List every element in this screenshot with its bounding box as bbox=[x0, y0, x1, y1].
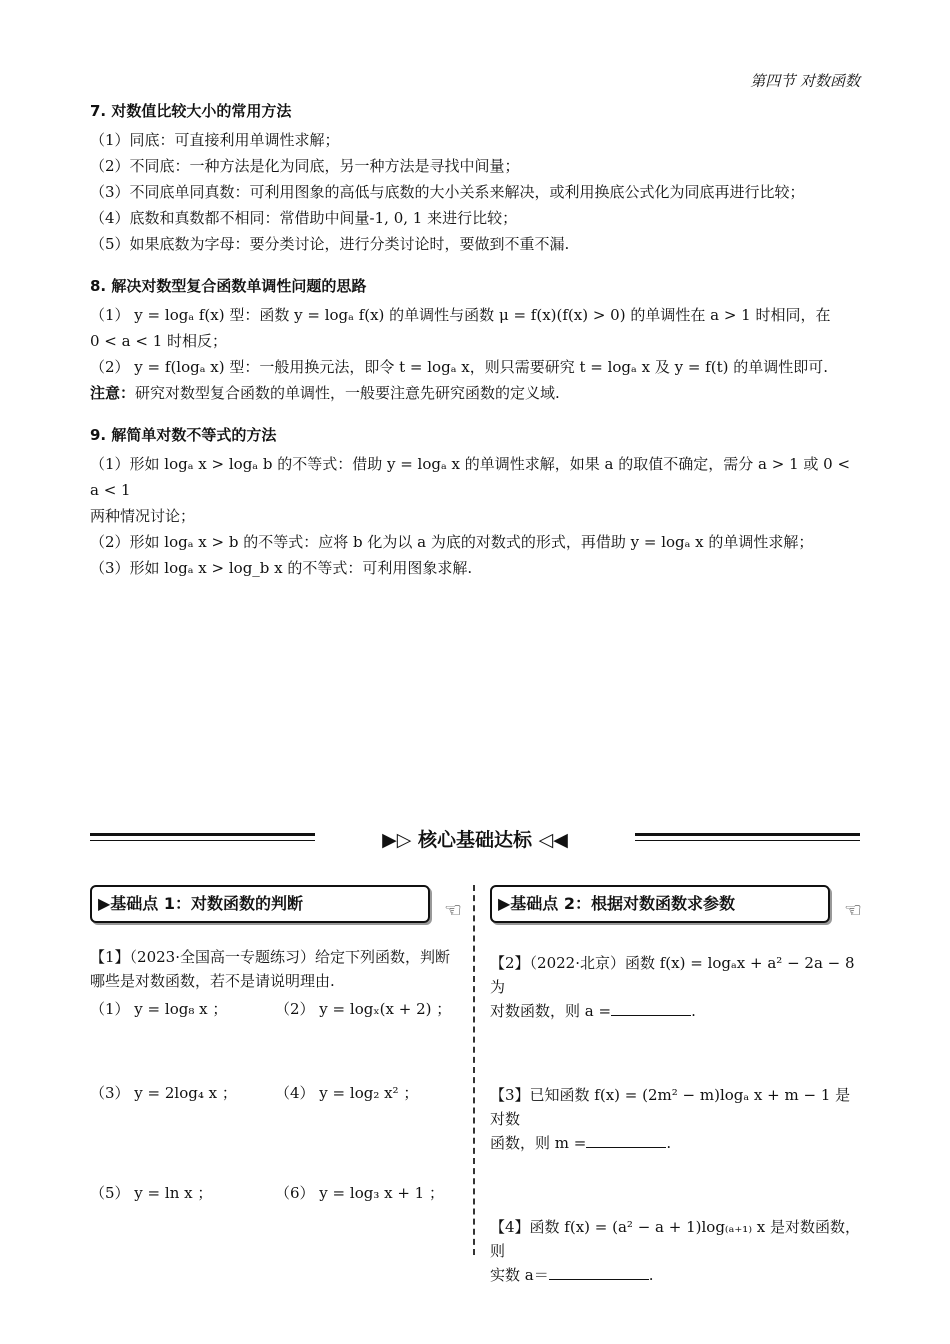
point-box-1 bbox=[90, 885, 462, 923]
point-box-label: ▶基础点 1：对数函数的判断 bbox=[98, 894, 304, 913]
section-heading: 8. 解决对数型复合函数单调性问题的思路 bbox=[90, 277, 367, 295]
point-box-label: ▶基础点 2：根据对数函数求参数 bbox=[498, 894, 736, 913]
option-item: （2） y = logₓ(x + 2) ； bbox=[275, 1000, 452, 1018]
point-box-2 bbox=[490, 885, 862, 923]
option-item: （4） y = log₂ x² ； bbox=[275, 1084, 419, 1102]
note-text: 研究对数型复合函数的单调性，一般要注意先研究函数的定义域. bbox=[135, 384, 560, 402]
banner-title: ▶▷ 核心基础达标 ◁◀ bbox=[382, 829, 568, 851]
note-line bbox=[90, 380, 860, 406]
question-2-prompt: 对数函数，则 a = bbox=[490, 1002, 612, 1020]
banner-rule-left bbox=[90, 833, 315, 841]
option-item: （5） y = ln x ； bbox=[90, 1184, 213, 1202]
question-period: . bbox=[666, 1134, 672, 1152]
section-line: （2） y = f(logₐ x) 型：一般用换元法，即令 t = logₐ x，则只需要研究 t = logₐ x 及 y = f(t) 的单调性即可. bbox=[90, 358, 828, 376]
left-column bbox=[90, 885, 460, 1205]
section-heading: 7. 对数值比较大小的常用方法 bbox=[90, 102, 292, 120]
question-1-intro: 【1】（2023·全国高一专题练习）给定下列函数，判断哪些是对数函数，若不是请说明理由. bbox=[90, 948, 450, 990]
section-line: （1）同底：可直接利用单调性求解； bbox=[90, 131, 340, 149]
question-3-answer-line bbox=[490, 1131, 860, 1155]
pointing-hand-icon: ☜ bbox=[444, 898, 462, 922]
pointing-hand-icon: ☜ bbox=[844, 898, 862, 922]
section-line: 两种情况讨论； bbox=[90, 507, 196, 525]
option-row bbox=[90, 1081, 460, 1105]
answer-blank[interactable] bbox=[586, 1133, 666, 1148]
option-item: （6） y = log₃ x + 1 ； bbox=[275, 1184, 444, 1202]
question-3-prompt: 函数，则 m = bbox=[490, 1134, 587, 1152]
section-line: （5）如果底数为字母：要分类讨论，进行分类讨论时，要做到不重不漏. bbox=[90, 235, 570, 253]
knowledge-content bbox=[90, 100, 860, 581]
note-label: 注意： bbox=[90, 384, 136, 402]
section-line: （2）形如 logₐ x > b 的不等式：应将 b 化为以 a 为底的对数式的形式，再借助 y = logₐ x 的单调性求解； bbox=[90, 533, 814, 551]
section-line: （1）形如 logₐ x > logₐ b 的不等式：借助 y = logₐ x 的单调性求解，如果 a 的取值不确定，需分 a > 1 或 0 < a < 1 bbox=[90, 455, 851, 499]
option-row bbox=[90, 1181, 460, 1205]
question-4-answer-line bbox=[490, 1263, 860, 1287]
section-line: （2）不同底：一种方法是化为同底，另一种方法是寻找中间量； bbox=[90, 157, 520, 175]
option-row bbox=[90, 997, 460, 1021]
question-2-answer-line bbox=[490, 999, 860, 1023]
question-3-line: 【3】已知函数 f(x) = (2m² − m)logₐ x + m − 1 是对数 bbox=[490, 1086, 851, 1128]
answer-blank[interactable] bbox=[611, 1001, 691, 1016]
right-column bbox=[490, 885, 860, 1287]
question-2-line: 【2】（2022·北京）函数 f(x) = logₐx + a² − 2a − 8 为 bbox=[490, 954, 855, 996]
section-line: （3）不同底单同真数：可利用图象的高低与底数的大小关系来解决，或利用换底公式化为同底再进行比较； bbox=[90, 183, 805, 201]
section-heading: 9. 解简单对数不等式的方法 bbox=[90, 426, 277, 444]
answer-blank[interactable] bbox=[549, 1265, 649, 1280]
column-divider bbox=[473, 885, 475, 1255]
page-header-title: 第四节 对数函数 bbox=[750, 72, 860, 90]
banner-rule-right bbox=[635, 833, 860, 841]
section-line: （4）底数和真数都不相同：常借助中间量-1, 0, 1 来进行比较； bbox=[90, 209, 518, 227]
option-item: （3） y = 2log₄ x ； bbox=[90, 1084, 237, 1102]
section-line: （3）形如 logₐ x > log_b x 的不等式：可利用图象求解. bbox=[90, 559, 473, 577]
question-4-line: 【4】函数 f(x) = (a² − a + 1)log₍ₐ₊₁₎ x 是对数函数，则 bbox=[490, 1218, 860, 1260]
section-banner bbox=[90, 825, 860, 855]
question-4-prompt: 实数 a＝ bbox=[490, 1266, 549, 1284]
section-line: 0 < a < 1 时相反； bbox=[90, 332, 228, 350]
question-period: . bbox=[691, 1002, 696, 1020]
option-item: （1） y = log₈ x ； bbox=[90, 1000, 228, 1018]
question-period: . bbox=[648, 1266, 654, 1284]
section-line: （1） y = logₐ f(x) 型：函数 y = logₐ f(x) 的单调性与函数 μ = f(x)(f(x) > 0) 的单调性在 a > 1 时相同，在 bbox=[90, 306, 831, 324]
